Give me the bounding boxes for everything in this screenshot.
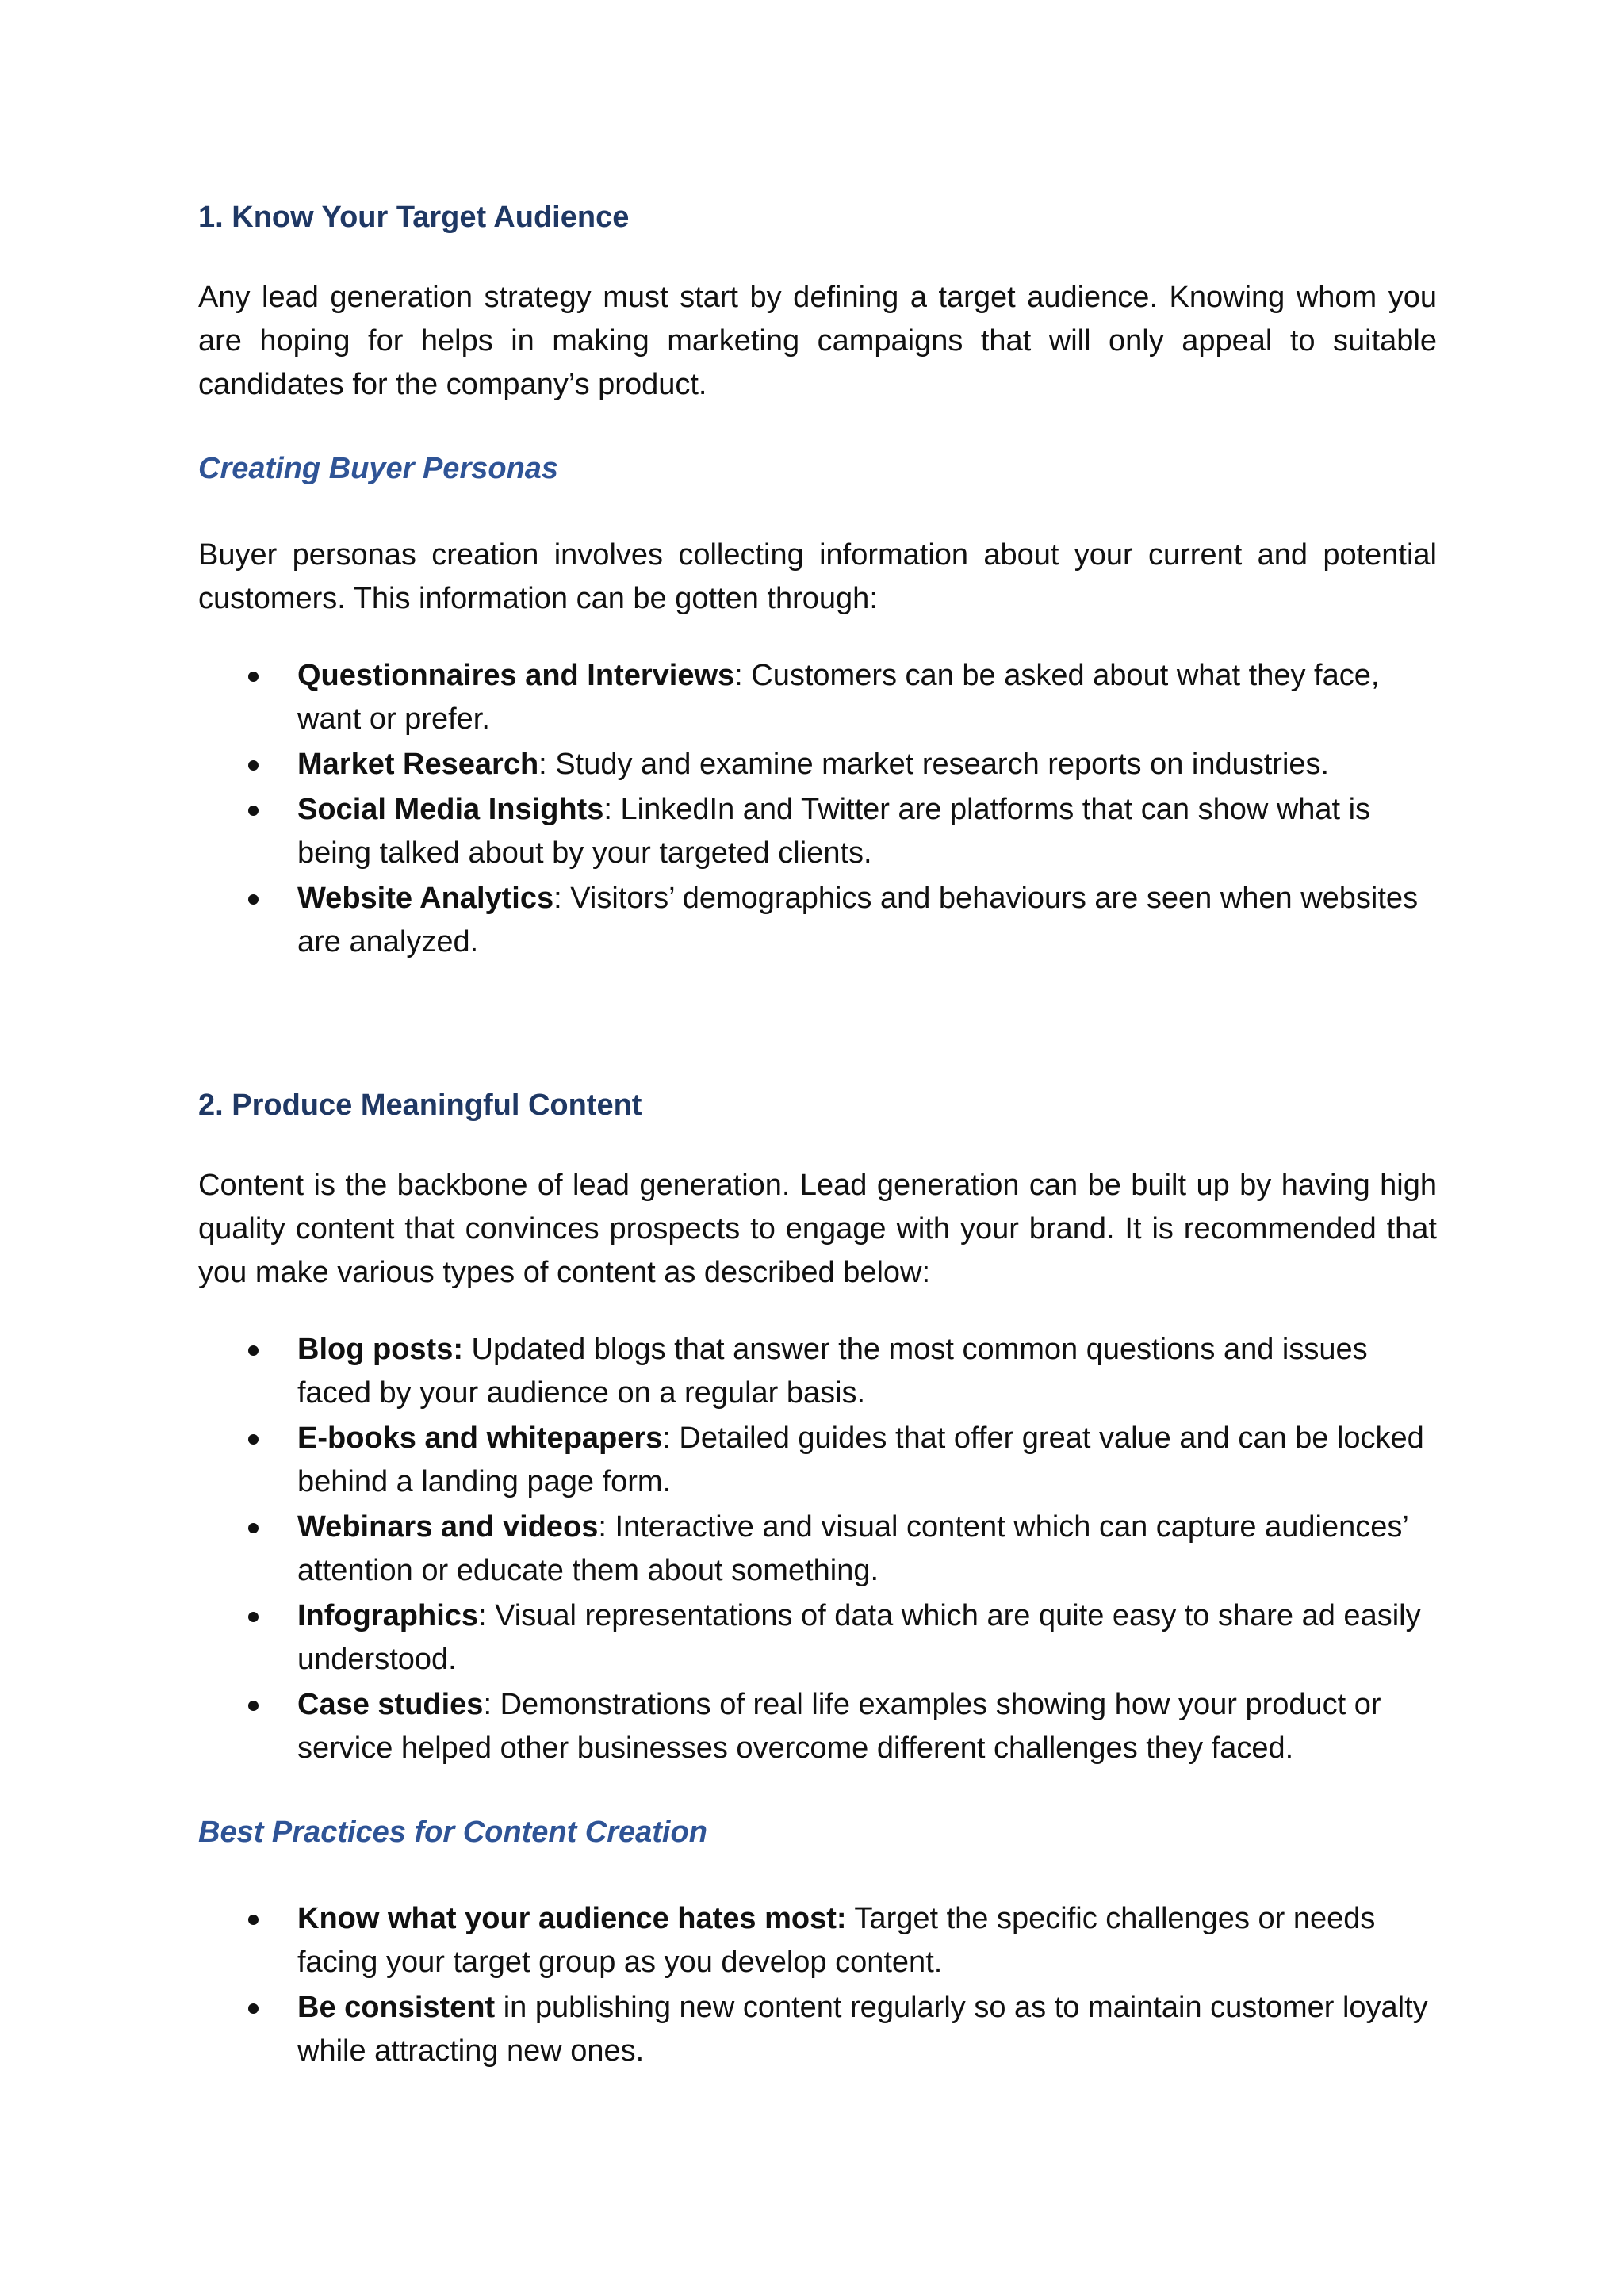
best-practices-list	[198, 1897, 1437, 2073]
bullet-icon	[248, 672, 259, 682]
list-item-text: : Customers can be asked about what they face, want or prefer.	[297, 659, 1380, 736]
list-item-term: Website Analytics	[297, 882, 554, 915]
section1-intro: Any lead generation strategy must start by defining a target audience. Knowing whom you are hoping for helps in making marketing campaigns that will only appeal to suitable candidates for the company’s product.	[198, 281, 1437, 401]
list-item	[198, 877, 1437, 964]
list-item-text: : Interactive and visual content which can capture audiences’ attention or educate them about something.	[297, 1510, 1408, 1587]
list-item	[198, 1897, 1437, 1984]
section-heading-produce-content: 2. Produce Meaningful Content	[198, 1089, 642, 1122]
list-item	[198, 1506, 1437, 1593]
list-item-text: : Visitors’ demographics and behaviours are seen when websites are analyzed.	[297, 882, 1419, 959]
bullet-icon	[248, 806, 259, 816]
list-item-text: Updated blogs that answer the most common questions and issues faced by your audience on a regular basis.	[297, 1333, 1368, 1410]
section-heading-know-audience: 1. Know Your Target Audience	[198, 201, 630, 234]
bullet-icon	[248, 2003, 259, 2014]
list-item-term: Know what your audience hates most:	[297, 1902, 847, 1935]
list-item-term: Blog posts:	[297, 1333, 463, 1366]
list-item-term: Market Research	[297, 748, 539, 781]
list-item-term: Be consistent	[297, 1991, 496, 2024]
list-item-term: Infographics	[297, 1599, 479, 1632]
list-item-term: Case studies	[297, 1688, 484, 1721]
bullet-icon	[248, 1345, 259, 1356]
list-item	[198, 1328, 1437, 1415]
document-page	[198, 197, 1437, 2075]
bullet-icon	[248, 1701, 259, 1711]
list-item	[198, 1986, 1437, 2073]
subheading-buyer-personas: Creating Buyer Personas	[198, 452, 559, 485]
section2-intro: Content is the backbone of lead generation. Lead generation can be built up by having high quality content that convinces prospects to engage with your brand. It is recommended that you make various types of content as described below:	[198, 1169, 1437, 1289]
persona-sources-list	[198, 654, 1437, 964]
bullet-icon	[248, 1612, 259, 1622]
list-item-text: : Demonstrations of real life examples showing how your product or service helped other businesses overcome different challenges they faced.	[297, 1688, 1381, 1765]
subheading-best-practices: Best Practices for Content Creation	[198, 1816, 707, 1849]
list-item-text: Target the specific challenges or needs facing your target group as you develop content.	[297, 1902, 1376, 1979]
bullet-icon	[248, 1523, 259, 1533]
bullet-icon	[248, 1915, 259, 1925]
content-types-list	[198, 1328, 1437, 1770]
list-item-text: : Study and examine market research reports on industries.	[538, 748, 1330, 781]
bullet-icon	[248, 760, 259, 771]
list-item-text: : Visual representations of data which are quite easy to share ad easily understood.	[297, 1599, 1421, 1676]
list-item-term: E-books and whitepapers	[297, 1422, 663, 1455]
list-item-term: Questionnaires and Interviews	[297, 659, 735, 692]
list-item-term: Webinars and videos	[297, 1510, 599, 1544]
list-item	[198, 1683, 1437, 1770]
list-item	[198, 743, 1437, 786]
list-item-term: Social Media Insights	[297, 793, 604, 826]
bullet-icon	[248, 894, 259, 905]
list-item	[198, 654, 1437, 741]
list-item-text: in publishing new content regularly so as to maintain customer loyalty while attracting new ones.	[297, 1991, 1428, 2068]
list-item-text: : LinkedIn and Twitter are platforms that can show what is being talked about by your targeted clients.	[297, 793, 1371, 870]
list-item	[198, 1417, 1437, 1504]
buyer-personas-intro: Buyer personas creation involves collecting information about your current and potential customers. This information can be gotten through:	[198, 538, 1437, 615]
list-item	[198, 1594, 1437, 1682]
list-item-text: : Detailed guides that offer great value and can be locked behind a landing page form.	[297, 1422, 1424, 1498]
bullet-icon	[248, 1434, 259, 1445]
list-item	[198, 788, 1437, 875]
